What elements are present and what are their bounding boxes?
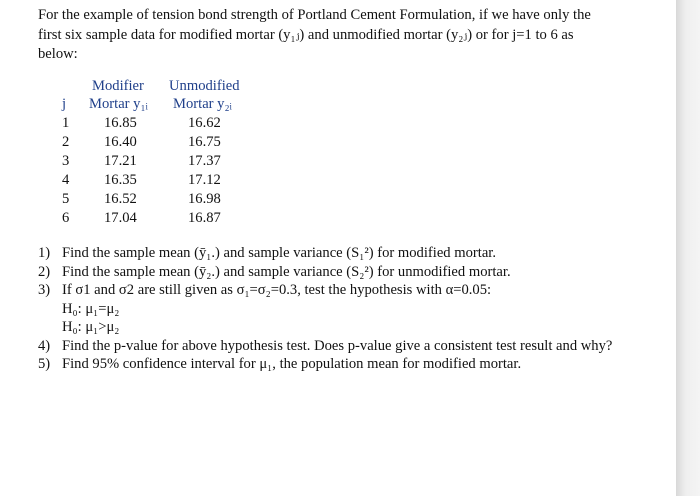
question-text: Find the p-value for above hypothesis test. Does p-value give a consistent test result and why? <box>62 337 613 354</box>
question-number: 1) <box>38 245 51 261</box>
cell-unmodified: 16.75 <box>188 134 221 150</box>
cell-unmodified: 16.87 <box>188 210 221 226</box>
header-unmodified-top: Unmodified <box>169 78 240 94</box>
header-unmodified-bottom: Mortar y₂ᵢ <box>173 96 232 112</box>
question-item <box>38 263 638 282</box>
cell-unmodified: 16.62 <box>188 115 221 131</box>
header-modified-bottom: Mortar y₁ᵢ <box>89 96 148 112</box>
intro-line-3: below: <box>38 46 78 62</box>
cell-j: 2 <box>62 134 70 150</box>
cell-unmodified: 17.37 <box>188 153 221 169</box>
question-number: 4) <box>38 337 51 354</box>
question-number: 5) <box>38 356 51 372</box>
question-item <box>38 244 638 263</box>
cell-j: 4 <box>62 172 70 188</box>
page-edge-shadow <box>676 0 700 496</box>
cell-unmodified: 17.12 <box>188 172 221 188</box>
cell-unmodified: 16.98 <box>188 191 221 207</box>
cell-modified: 16.52 <box>104 191 137 207</box>
intro-line-1: For the example of tension bond strength of Portland Cement Formulation, if we have only the <box>38 7 591 23</box>
cell-modified: 16.85 <box>104 115 137 131</box>
cell-j: 3 <box>62 153 70 169</box>
cell-j: 5 <box>62 191 70 207</box>
cell-j: 1 <box>62 115 70 131</box>
question-text: Find 95% confidence interval for μ₁, the population mean for modified mortar. <box>62 356 522 372</box>
cell-j: 6 <box>62 210 70 226</box>
cell-modified: 16.40 <box>104 134 137 150</box>
question-number: 2) <box>38 263 51 280</box>
question-text: Find the sample mean (ȳ₂.) and sample variance (S₂²) for unmodified mortar. <box>62 263 511 280</box>
question-number: 3) <box>38 282 51 298</box>
alternative-hypothesis: H₀: μ₁>μ₂ <box>62 319 120 335</box>
cell-modified: 16.35 <box>104 172 137 188</box>
cell-modified: 17.21 <box>104 153 137 169</box>
header-modified-top: Modifier <box>92 78 144 94</box>
intro-paragraph <box>38 6 648 65</box>
question-text: If σ1 and σ2 are still given as σ₁=σ₂=0.3, test the hypothesis with α=0.05: <box>62 282 492 298</box>
question-text: Find the sample mean (ȳ₁.) and sample variance (S₁²) for modified mortar. <box>62 245 496 261</box>
intro-line-2: first six sample data for modified mortar (y₁ⱼ) and unmodified mortar (y₂ⱼ) or for j=1 to 6 as <box>38 26 574 43</box>
header-j: j <box>62 96 67 112</box>
question-item <box>38 281 638 300</box>
question-list <box>38 244 638 374</box>
cell-modified: 17.04 <box>104 210 137 226</box>
null-hypothesis: H₀: μ₁=μ₂ <box>62 300 120 317</box>
question-item <box>38 337 638 356</box>
question-item <box>38 355 638 374</box>
